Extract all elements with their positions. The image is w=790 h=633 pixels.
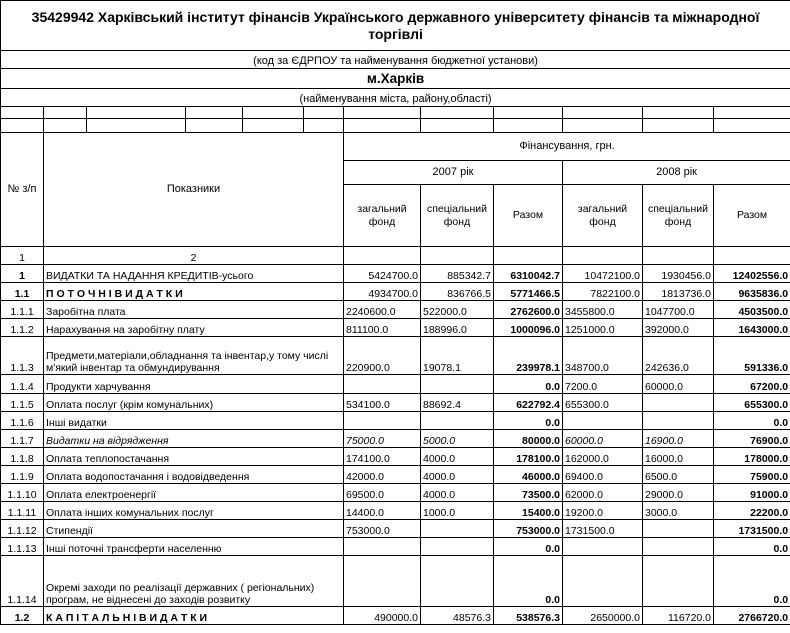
general-fund-2008: 2650000.0 (563, 607, 643, 625)
general-fund-2008: 10472100.0 (563, 265, 643, 283)
general-fund-2008: 7200.0 (563, 375, 643, 394)
total-2007: 538576.3 (494, 607, 563, 625)
general-fund-2007 (344, 538, 421, 556)
special-fund-2008 (643, 394, 714, 412)
total-2008: 1643000.0 (714, 319, 790, 337)
table-row (1, 394, 790, 412)
total-2008-header: Разом (714, 185, 790, 247)
row-number: 1.1.6 (1, 412, 44, 430)
row-label: П О Т О Ч Н І В И Д А Т К И (44, 283, 344, 301)
row-number: 1.1.2 (1, 319, 44, 337)
table-row (1, 265, 790, 283)
total-2008: 0.0 (714, 412, 790, 430)
general-fund-2007: 2240600.0 (344, 301, 421, 319)
row-number: 1.1.11 (1, 502, 44, 520)
total-2007: 1000096.0 (494, 319, 563, 337)
column-index-2: 2 (44, 247, 344, 265)
table-row (1, 466, 790, 484)
row-number: 1.1.3 (1, 337, 44, 375)
row-number: 1.1.5 (1, 394, 44, 412)
general-fund-2007: 811100.0 (344, 319, 421, 337)
table-row (1, 502, 790, 520)
table-row (1, 412, 790, 430)
general-fund-2007 (344, 412, 421, 430)
total-2007: 46000.0 (494, 466, 563, 484)
general-fund-2007: 5424700.0 (344, 265, 421, 283)
row-label: Стипендії (44, 520, 344, 538)
row-label: Оплата водопостачання і водовідведення (44, 466, 344, 484)
general-fund-2007: 174100.0 (344, 448, 421, 466)
total-2007: 5771466.5 (494, 283, 563, 301)
total-2008: 178000.0 (714, 448, 790, 466)
row-number: 1.2 (1, 607, 44, 625)
row-number: 1.1 (1, 283, 44, 301)
total-2008: 655300.0 (714, 394, 790, 412)
general-fund-2007: 14400.0 (344, 502, 421, 520)
general-fund-2007 (344, 556, 421, 607)
financing-header: Фінансування, грн. (344, 133, 790, 161)
special-fund-2008: 392000.0 (643, 319, 714, 337)
total-2008: 4503500.0 (714, 301, 790, 319)
general-fund-2008 (563, 412, 643, 430)
general-fund-2007: 69500.0 (344, 484, 421, 502)
total-2007: 178100.0 (494, 448, 563, 466)
row-label: Предмети,матеріали,обладнання та інвентар,у тому числі м'який інвентар та обмундирування (44, 337, 344, 375)
table-row (1, 484, 790, 502)
table-row (1, 538, 790, 556)
general-fund-2008 (563, 538, 643, 556)
total-2007: 753000.0 (494, 520, 563, 538)
row-label: Видатки на відрядження (44, 430, 344, 448)
row-number: 1.1.9 (1, 466, 44, 484)
table-row (1, 556, 790, 607)
table-row (1, 337, 790, 375)
special-fund-2007 (421, 520, 494, 538)
table-row (1, 448, 790, 466)
city-title: м.Харків (1, 69, 790, 89)
total-2007: 0.0 (494, 556, 563, 607)
total-2007-header: Разом (494, 185, 563, 247)
special-fund-2007: 4000.0 (421, 448, 494, 466)
row-number: 1.1.10 (1, 484, 44, 502)
general-fund-2008: 3455800.0 (563, 301, 643, 319)
general-fund-2008: 7822100.0 (563, 283, 643, 301)
column-index-1: 1 (1, 247, 44, 265)
total-2008: 67200.0 (714, 375, 790, 394)
row-number: 1.1.14 (1, 556, 44, 607)
special-fund-2007: 48576.3 (421, 607, 494, 625)
special-fund-2008: 16000.0 (643, 448, 714, 466)
total-2008: 0.0 (714, 538, 790, 556)
special-fund-2008: 1047700.0 (643, 301, 714, 319)
general-fund-2008: 60000.0 (563, 430, 643, 448)
total-2008: 22200.0 (714, 502, 790, 520)
general-fund-2008: 1251000.0 (563, 319, 643, 337)
general-fund-2008: 62000.0 (563, 484, 643, 502)
empty-row (1, 119, 790, 133)
row-label: Оплата послуг (крім комунальних) (44, 394, 344, 412)
special-fund-2007: 885342.7 (421, 265, 494, 283)
general-fund-2007-header: загальний фонд (344, 185, 421, 247)
general-fund-2008: 655300.0 (563, 394, 643, 412)
general-fund-2008: 162000.0 (563, 448, 643, 466)
total-2007: 0.0 (494, 375, 563, 394)
special-fund-2008: 1930456.0 (643, 265, 714, 283)
total-2007: 622792.4 (494, 394, 563, 412)
special-fund-2008-header: спеціальний фонд (643, 185, 714, 247)
total-2007: 80000.0 (494, 430, 563, 448)
row-label: Заробітна плата (44, 301, 344, 319)
empty-row (1, 107, 790, 119)
row-label: Продукти харчування (44, 375, 344, 394)
total-2008: 1731500.0 (714, 520, 790, 538)
general-fund-2007: 4934700.0 (344, 283, 421, 301)
special-fund-2007: 1000.0 (421, 502, 494, 520)
general-fund-2008: 348700.0 (563, 337, 643, 375)
total-2008: 0.0 (714, 556, 790, 607)
special-fund-2008: 60000.0 (643, 375, 714, 394)
row-label: Оплата електроенергії (44, 484, 344, 502)
special-fund-2007 (421, 412, 494, 430)
general-fund-2007: 534100.0 (344, 394, 421, 412)
year-2007-header: 2007 рік (344, 161, 563, 185)
total-2007: 6310042.7 (494, 265, 563, 283)
row-label: Оплата інших комунальних послуг (44, 502, 344, 520)
row-number: 1.1.13 (1, 538, 44, 556)
row-number: 1.1.8 (1, 448, 44, 466)
year-2008-header: 2008 рік (563, 161, 790, 185)
special-fund-2007: 522000.0 (421, 301, 494, 319)
row-label: К А П І Т А Л Ь Н І В И Д А Т К И (44, 607, 344, 625)
general-fund-2007: 220900.0 (344, 337, 421, 375)
general-fund-2007: 75000.0 (344, 430, 421, 448)
special-fund-2008: 242636.0 (643, 337, 714, 375)
general-fund-2008: 69400.0 (563, 466, 643, 484)
total-2008: 591336.0 (714, 337, 790, 375)
table-row (1, 301, 790, 319)
edrpou-note: (код за ЄДРПОУ та найменування бюджетної установи) (1, 51, 790, 69)
row-number: 1.1.1 (1, 301, 44, 319)
total-2008: 9635836.0 (714, 283, 790, 301)
special-fund-2008 (643, 520, 714, 538)
total-2008: 76900.0 (714, 430, 790, 448)
row-label: Окремі заходи по реалізації державних ( регіональних) програм, не віднесені до заходів розвитку (44, 556, 344, 607)
total-2007: 73500.0 (494, 484, 563, 502)
special-fund-2007: 836766.5 (421, 283, 494, 301)
special-fund-2008: 1813736.0 (643, 283, 714, 301)
table-row (1, 607, 790, 625)
city-note: (найменування міста, району,області) (1, 89, 790, 107)
total-2007: 239978.1 (494, 337, 563, 375)
special-fund-2008: 116720.0 (643, 607, 714, 625)
total-2008: 12402556.0 (714, 265, 790, 283)
special-fund-2007: 4000.0 (421, 466, 494, 484)
special-fund-2007 (421, 375, 494, 394)
special-fund-2007 (421, 538, 494, 556)
special-fund-2007: 5000.0 (421, 430, 494, 448)
general-fund-2008-header: загальний фонд (563, 185, 643, 247)
row-label: Інші поточні трансферти населенню (44, 538, 344, 556)
special-fund-2007: 4000.0 (421, 484, 494, 502)
table-row (1, 283, 790, 301)
special-fund-2008: 16900.0 (643, 430, 714, 448)
row-label: Інші видатки (44, 412, 344, 430)
col-header-number: № з/п (1, 133, 44, 247)
col-header-indicators: Показники (44, 133, 344, 247)
special-fund-2007: 88692.4 (421, 394, 494, 412)
general-fund-2008 (563, 556, 643, 607)
total-2007: 2762600.0 (494, 301, 563, 319)
row-number: 1.1.7 (1, 430, 44, 448)
general-fund-2007 (344, 375, 421, 394)
special-fund-2007 (421, 556, 494, 607)
total-2007: 15400.0 (494, 502, 563, 520)
row-label: ВИДАТКИ ТА НАДАННЯ КРЕДИТІВ-усього (44, 265, 344, 283)
general-fund-2008: 1731500.0 (563, 520, 643, 538)
special-fund-2008: 6500.0 (643, 466, 714, 484)
special-fund-2008 (643, 412, 714, 430)
special-fund-2008: 3000.0 (643, 502, 714, 520)
general-fund-2007: 490000.0 (344, 607, 421, 625)
general-fund-2008: 19200.0 (563, 502, 643, 520)
table-row (1, 375, 790, 394)
table-row (1, 319, 790, 337)
table-row (1, 430, 790, 448)
special-fund-2007: 188996.0 (421, 319, 494, 337)
row-number: 1.1.12 (1, 520, 44, 538)
row-label: Оплата теплопостачання (44, 448, 344, 466)
special-fund-2008 (643, 556, 714, 607)
row-number: 1.1.4 (1, 375, 44, 394)
total-2008: 91000.0 (714, 484, 790, 502)
institution-title: 35429942 Харківський інститут фінансів Українського державного університету фінансів та міжнародної торгівлі (1, 1, 790, 51)
special-fund-2007-header: спеціальний фонд (421, 185, 494, 247)
general-fund-2007: 42000.0 (344, 466, 421, 484)
table-row (1, 520, 790, 538)
special-fund-2007: 19078.1 (421, 337, 494, 375)
row-number: 1 (1, 265, 44, 283)
row-label: Нарахування на заробітну плату (44, 319, 344, 337)
general-fund-2007: 753000.0 (344, 520, 421, 538)
total-2008: 2766720.0 (714, 607, 790, 625)
special-fund-2008 (643, 538, 714, 556)
special-fund-2008: 29000.0 (643, 484, 714, 502)
total-2007: 0.0 (494, 412, 563, 430)
total-2007: 0.0 (494, 538, 563, 556)
total-2008: 75900.0 (714, 466, 790, 484)
